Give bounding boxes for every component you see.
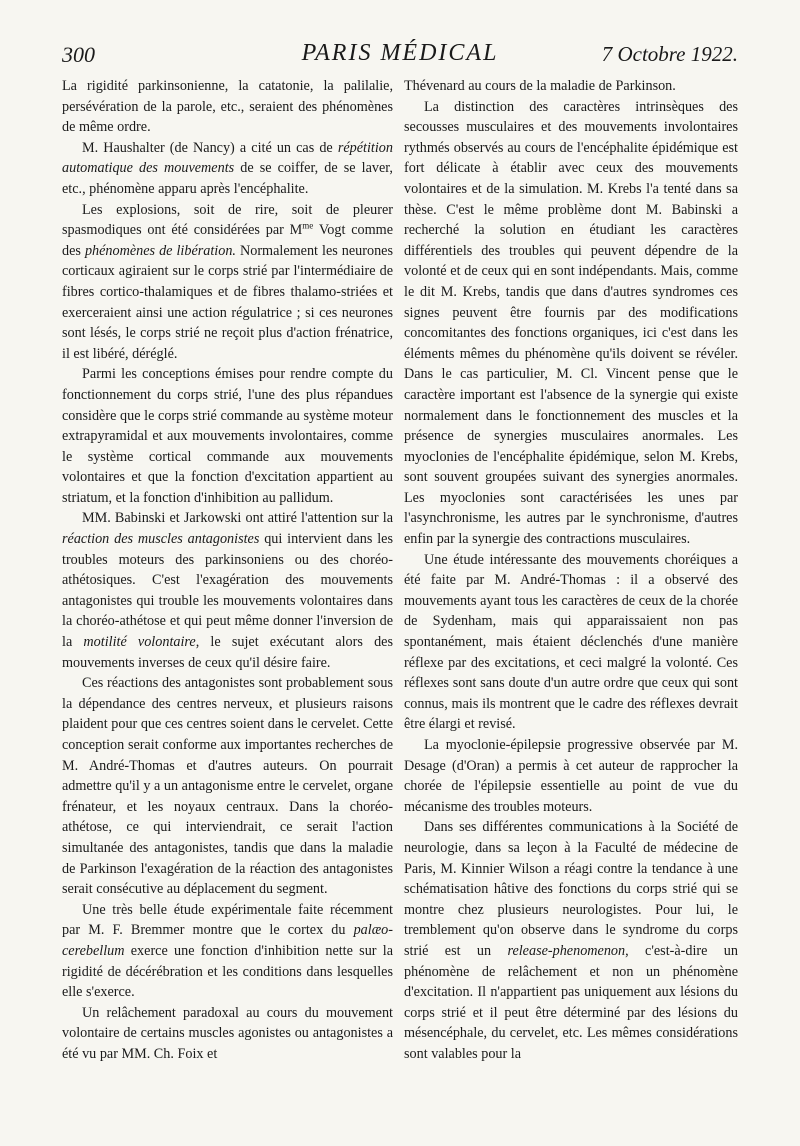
paragraph: Les explosions, soit de rire, soit de pleurer spasmodiques ont été considérées par $M^{me}$ Vogt comme des phénomènes de libération. Normalement les neurones corticaux agiraient sur le corps strié par l'intermédiaire de fibres cortico-thalamiques et de fibres thalamo-striées et exerceraient ainsi une action régulatrice ; si ces neurones sont lésés, le corps strié ne reçoit plus d'action frénatrice, il est libéré, déréglé. bbox=[62, 201, 393, 362]
page-number: 300 bbox=[62, 42, 95, 67]
paragraph: Thévenard au cours de la maladie de Parkinson. bbox=[404, 78, 676, 94]
page-header bbox=[62, 38, 738, 72]
left-column bbox=[62, 76, 393, 1126]
journal-title: PARIS MÉDICAL bbox=[301, 40, 499, 66]
paragraph: La rigidité parkinsonienne, la catatonie, la palilalie, persévération de la parole, etc., seraient des phénomènes de même ordre. bbox=[62, 78, 393, 136]
paragraph: Un relâchement paradoxal au cours du mouvement volontaire de certains muscles agonistes ou antagonistes a été vu par MM. Ch. Foix et bbox=[62, 1004, 393, 1062]
paragraph: M. Haushalter (de Nancy) a cité un cas de répétition automatique des mouvements de se coiffer, de se laver, etc., phénomène apparu après l'encéphalite. bbox=[62, 139, 393, 197]
paragraph: Ces réactions des antagonistes sont probablement sous la dépendance des centres nerveux, et plusieurs raisons plaident pour que ces centres soient dans le cervelet. Cette conception serait conforme aux importantes recherches de M. André-Thomas et d'autres auteurs. On pourrait admettre qu'il y a un antagonisme entre le cervelet, organe frénateur, et les noyaux centraux. Dans la choréo-athétose, ce qui interviendrait, ce serait l'action simultanée des antagonistes, tandis que dans la maladie de Parkinson l'exagération de la réaction des antagonistes serait consécutive au déplacement du segment. bbox=[62, 675, 393, 898]
paragraph: Une étude intéressante des mouvements choréiques a été faite par M. André-Thomas : il a observé des mouvements ayant tous les caractères de ceux de la chorée de Sydenham, mais qui apparaissaient non pas spontanément, mais étaient déclenchés d'une manière réflexe par des excitations, et ceci malgré la volonté. Ces réflexes sont sans doute d'un autre ordre que ceux qui sont connus, mais ils montrent que le cadre des réflexes devrait être élargi et revisé. bbox=[404, 551, 738, 733]
paragraph: La myoclonie-épilepsie progressive observée par M. Desage (d'Oran) a permis à cet auteur de rapprocher la chorée de l'épilepsie essentielle au point de vue du mécanisme des troubles moteurs. bbox=[404, 737, 738, 815]
issue-date: 7 Octobre 1922. bbox=[601, 42, 738, 66]
right-column bbox=[404, 76, 738, 1126]
paragraph: MM. Babinski et Jarkowski ont attiré l'attention sur la réaction des muscles antagonistes qui intervient dans les troubles moteurs des parkinsoniens ou des choréo-athétosiques. C'est l'exagération des mouvements antagonistes qui trouble les mouvements volontaires dans la choréo-athétose et qui peut même donner l'inversion de la motilité volontaire, le sujet exécutant alors des mouvements inverses de ceux qu'il désire faire. bbox=[62, 510, 393, 671]
paragraph: La distinction des caractères intrinsèques des secousses musculaires et des mouvements involontaires rythmés observés au cours de l'encéphalite épidémique est fort délicate à établir avec ceux des mouvements volontaires et de la simulation. M. Krebs l'a tenté dans sa thèse. C'est le même problème dont M. Babinski a recherché la solution en étudiant les caractères différentiels des troubles qui peuvent dépendre de la volonté et de ceux qui en sont indépendants. Mais, comme le dit M. Krebs, tandis que dans d'autres syndromes ces signes peuvent être fournis par des modifications concomitantes des fonctions organiques, ici c'est dans les éléments mêmes du phénomène qu'ils doivent se révéler. Dans le cas particulier, M. Cl. Vincent pense que le caractère important est l'absence de la synergie qui existe normalement dans le fonctionnement des muscles et la présence de synergies musculaires anormales. Les myoclonies de l'encéphalite épidémique, selon M. Krebs, sont souvent groupées suivant des synergies anormales. Les myoclonies sont caractérisées les unes par l'asynchronisme, les autres par le synchronisme, d'autres enfin par la synergie des contractions musculaires. bbox=[404, 98, 738, 548]
paragraph: Une très belle étude expérimentale faite récemment par M. F. Bremmer montre que le cortex du palæo-cerebellum exerce une fonction d'inhibition nette sur la rigidité de décérébration et les conditions dans lesquelles elle s'exerce. bbox=[62, 901, 393, 1001]
paragraph: Parmi les conceptions émises pour rendre compte du fonctionnement du corps strié, l'une des plus répandues considère que le corps strié commande au système moteur extrapyramidal et aux mouvements involontaires, comme le système cortical commande aux mouvements volontaires et que la fonction d'excitation appartient au striatum, et la fonction d'inhibition au pallidum. bbox=[62, 366, 393, 506]
paragraph: Dans ses différentes communications à la Société de neurologie, dans sa leçon à la Faculté de médecine de Paris, M. Kinnier Wilson a réagi contre la tendance à une schématisation hâtive des fonctions du corps strié qui se montre chez plusieurs neurologistes. Pour lui, le tremblement qu'on observe dans le syndrome du corps strié est un release-phenomenon, c'est-à-dire un phénomène de relâchement et non un phénomène d'excitation. Il n'appartient pas uniquement aux lésions du corps strié et il peut être déterminé par des lésions du mésencéphale, du cervelet, etc. Les mêmes considérations sont valables pour la bbox=[404, 819, 738, 1062]
